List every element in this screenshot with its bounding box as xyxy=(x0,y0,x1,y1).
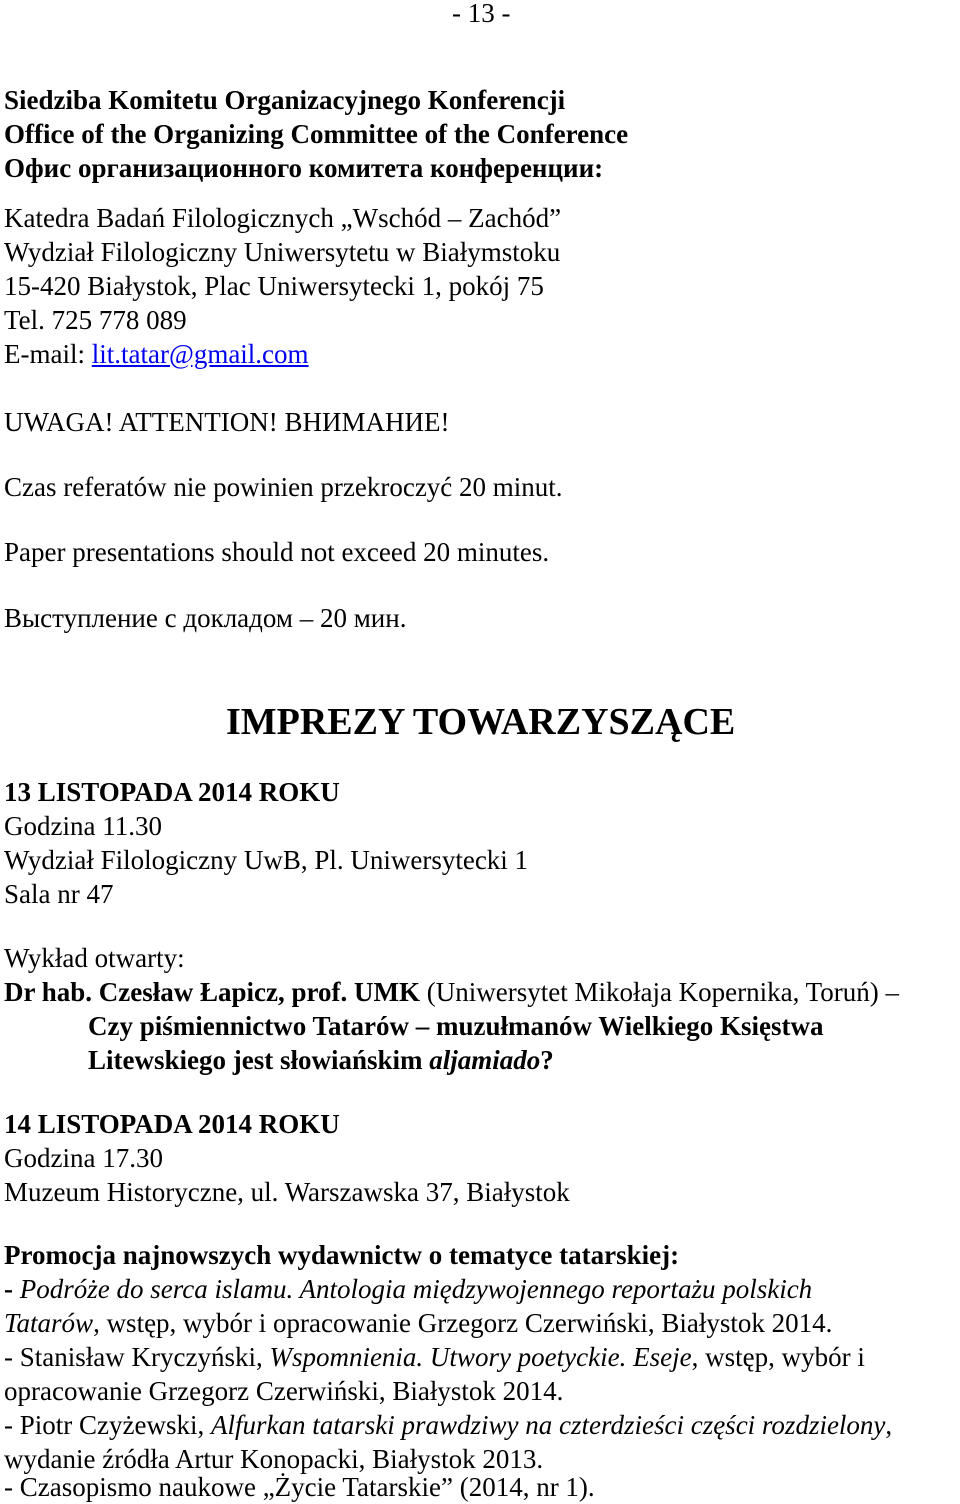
notice-title: UWAGA! ATTENTION! ВНИМАНИЕ! xyxy=(4,407,450,437)
event1-lecture-title-2 xyxy=(88,1043,554,1077)
event1-lecture-title-2-text: Litewskiego jest słowiańskim xyxy=(88,1045,430,1075)
book2-line1 xyxy=(4,1340,865,1374)
office-title-ru: Офис организационного комитета конференции: xyxy=(4,153,604,183)
book3-line1 xyxy=(4,1408,892,1442)
event1-place: Wydział Filologiczny UwB, Pl. Uniwersytecki 1 xyxy=(4,845,529,875)
event2-date: 14 LISTOPADA 2014 ROKU xyxy=(4,1109,340,1139)
address-line-2: Wydział Filologiczny Uniwersytetu w Białymstoku xyxy=(4,237,561,267)
events-heading: IMPREZY TOWARZYSZĄCE xyxy=(226,701,736,743)
event1-speaker: Dr hab. Czesław Łapicz, prof. UMK xyxy=(4,977,420,1007)
email-line xyxy=(4,337,309,371)
book3-author: - Piotr Czyżewski, xyxy=(4,1410,211,1440)
book1-line2 xyxy=(4,1306,832,1340)
book2-line2: opracowanie Grzegorz Czerwiński, Białystok 2014. xyxy=(4,1376,564,1406)
event1-type: Wykład otwarty: xyxy=(4,943,185,973)
book3-line2: wydanie źródła Artur Konopacki, Białystok 2013. xyxy=(4,1444,544,1474)
book1-line1 xyxy=(4,1272,812,1306)
event1-date: 13 LISTOPADA 2014 ROKU xyxy=(4,777,340,807)
book3-title: Alfurkan tatarski prawdziwy na czterdzieści części rozdzielony xyxy=(210,1410,886,1440)
event1-lecture-title-end: ? xyxy=(540,1045,554,1075)
event1-time: Godzina 11.30 xyxy=(4,811,162,841)
event2-promo: Promocja najnowszych wydawnictw o tematyce tatarskiej: xyxy=(4,1240,680,1270)
event2-place: Muzeum Historyczne, ul. Warszawska 37, Białystok xyxy=(4,1177,570,1207)
event1-room: Sala nr 47 xyxy=(4,879,114,909)
book1-dash: - xyxy=(4,1274,20,1304)
book2-author: - Stanisław Kryczyński, xyxy=(4,1342,270,1372)
address-line-3: 15-420 Białystok, Plac Uniwersytecki 1, pokój 75 xyxy=(4,271,544,301)
office-title-en: Office of the Organizing Committee of the Conference xyxy=(4,119,629,149)
book1-rest: , wstęp, wybór i opracowanie Grzegorz Czerwiński, Białystok 2014. xyxy=(93,1308,833,1338)
event1-speaker-line xyxy=(4,975,899,1009)
address-line-1: Katedra Badań Filologicznych „Wschód – Zachód” xyxy=(4,203,562,233)
book3-rest: , xyxy=(885,1410,893,1440)
book2-rest: , wstęp, wybór i xyxy=(691,1342,865,1372)
phone: Tel. 725 778 089 xyxy=(4,305,187,335)
book4: - Czasopismo naukowe „Życie Tatarskie” (2014, nr 1). xyxy=(4,1472,595,1502)
event1-lecture-title-1: Czy piśmiennictwo Tatarów – muzułmanów Wielkiego Księstwa xyxy=(88,1011,824,1041)
email-link[interactable]: lit.tatar@gmail.com xyxy=(91,339,309,369)
event1-lecture-title-italic: aljamiado xyxy=(429,1045,541,1075)
book2-title: Wspomnienia. Utwory poetyckie. Eseje xyxy=(269,1342,692,1372)
page-number: - 13 - xyxy=(452,0,511,28)
notice-en: Paper presentations should not exceed 20 minutes. xyxy=(4,537,550,567)
event2-time: Godzina 17.30 xyxy=(4,1143,163,1173)
office-title-pl: Siedziba Komitetu Organizacyjnego Konferencji xyxy=(4,85,566,115)
email-label: E-mail: xyxy=(4,339,92,369)
event1-affiliation: (Uniwersytet Mikołaja Kopernika, Toruń) – xyxy=(419,977,899,1007)
book1-title-cont: Tatarów xyxy=(4,1308,94,1338)
notice-ru: Выступление с докладом – 20 мин. xyxy=(4,603,407,633)
book1-title: Podróże do serca islamu. Antologia międzywojennego reportażu polskich xyxy=(19,1274,813,1304)
notice-pl: Czas referatów nie powinien przekroczyć 20 minut. xyxy=(4,472,563,502)
